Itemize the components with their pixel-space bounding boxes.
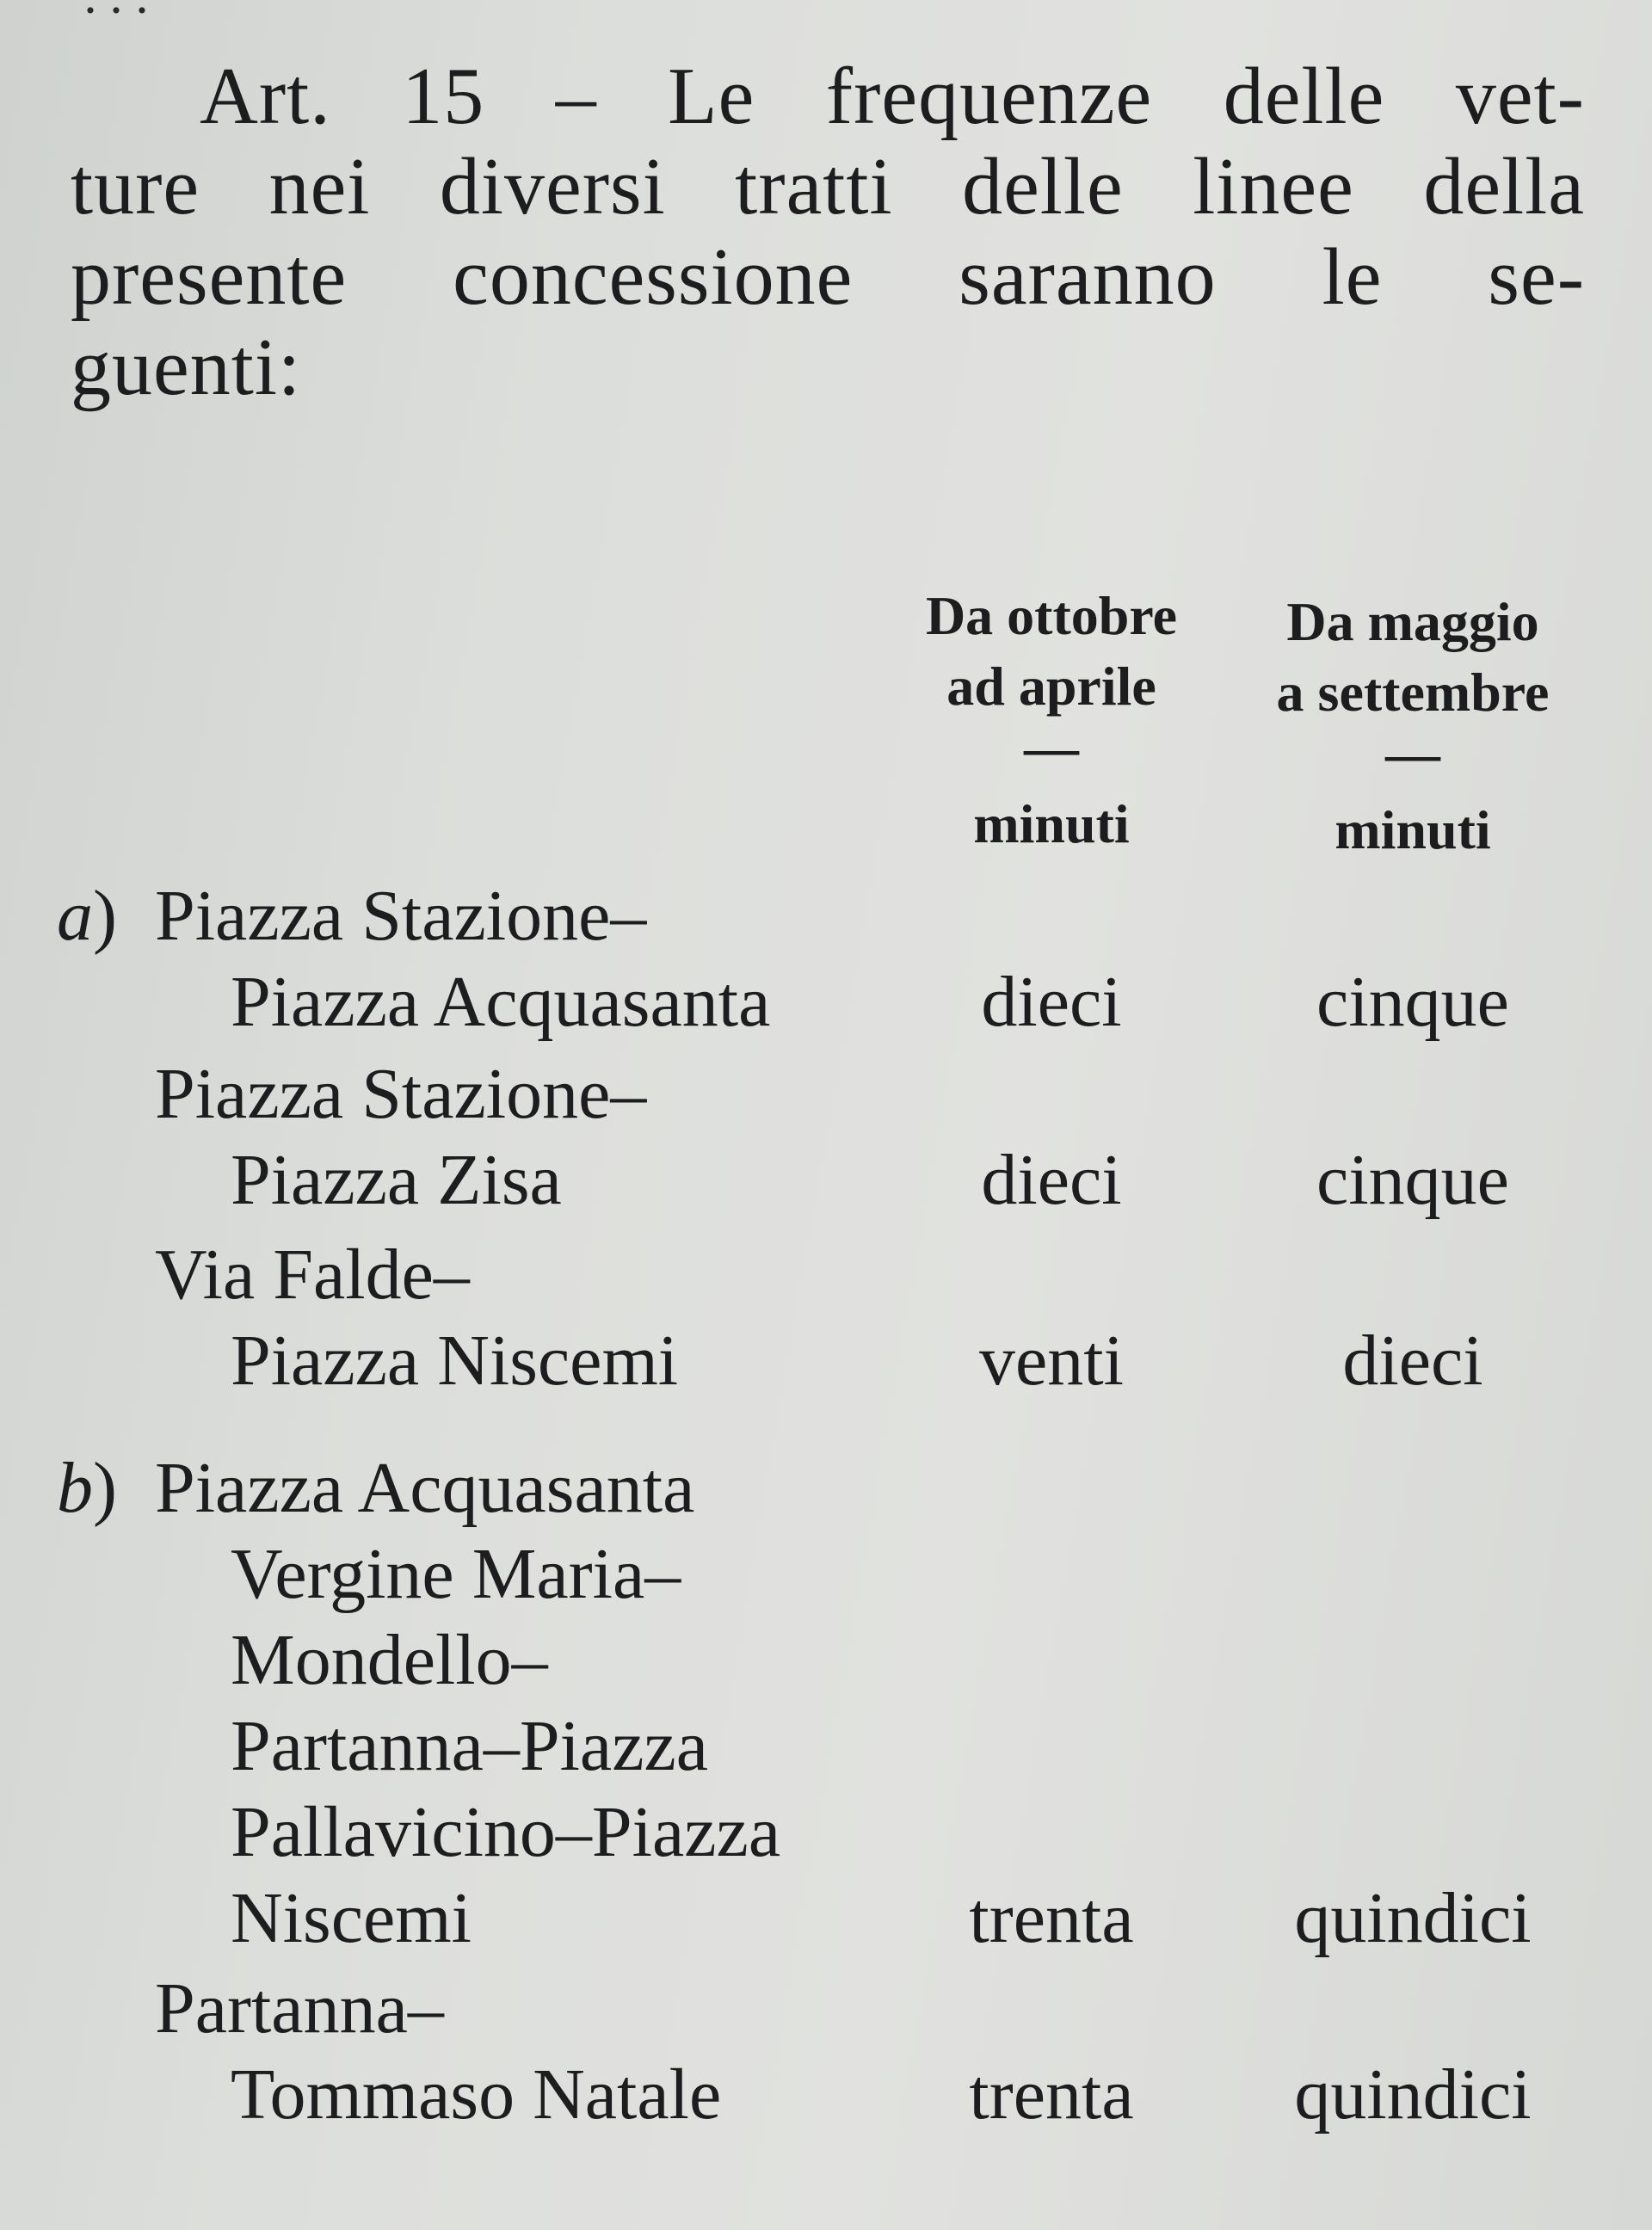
column-unit: minuti xyxy=(1335,799,1491,860)
route-name xyxy=(155,1232,678,1404)
frequency-summer: cinque xyxy=(1316,962,1509,1042)
column-heading-line: Da ottobre xyxy=(925,585,1178,646)
article-line: Art. 15 – Le frequenze delle vet- xyxy=(200,52,1585,141)
route-name xyxy=(155,1445,780,1962)
route-line: Pallavicino–Piazza xyxy=(231,1792,781,1872)
route-name xyxy=(155,873,770,1045)
decorative-dots: ··· xyxy=(82,0,159,39)
route-line: Tommaso Natale xyxy=(231,2054,722,2135)
frequency-summer: dieci xyxy=(1342,1321,1483,1401)
row-marker: a) xyxy=(57,876,117,956)
article-line: presente concessione saranno le se- xyxy=(71,232,1585,322)
route-line: Piazza Acquasanta xyxy=(155,1448,695,1528)
route-name xyxy=(155,1051,646,1223)
column-unit: minuti xyxy=(973,793,1130,854)
frequency-winter: dieci xyxy=(981,962,1122,1042)
route-line: Vergine Maria– xyxy=(231,1534,681,1614)
route-line: Piazza Niscemi xyxy=(231,1321,679,1401)
article-line: ture nei diversi tratti delle linee della xyxy=(71,142,1585,231)
column-header-may-september xyxy=(1232,587,1593,866)
route-line: Partanna–Piazza xyxy=(231,1706,709,1786)
route-line: Piazza Zisa xyxy=(231,1140,562,1220)
frequency-winter: trenta xyxy=(969,1878,1134,1958)
route-line: Piazza Stazione– xyxy=(155,1054,647,1134)
column-heading-line: ad aprile xyxy=(946,656,1156,717)
route-name xyxy=(155,1966,721,2138)
route-line: Piazza Acquasanta xyxy=(231,962,771,1042)
article-line: guenti: xyxy=(71,323,302,412)
route-line: Niscemi xyxy=(231,1878,472,1958)
frequency-winter: trenta xyxy=(969,2054,1134,2135)
column-dash: — xyxy=(1385,723,1440,784)
article-paragraph xyxy=(71,52,1585,413)
frequency-summer: quindici xyxy=(1294,2054,1532,2135)
column-header-october-april xyxy=(871,581,1232,859)
route-line: Piazza Stazione– xyxy=(155,876,647,956)
column-heading-line: a settembre xyxy=(1276,662,1550,723)
column-heading-line: Da maggio xyxy=(1286,591,1539,652)
row-marker: b) xyxy=(57,1448,117,1528)
route-line: Mondello– xyxy=(231,1620,548,1700)
frequency-summer: quindici xyxy=(1294,1878,1532,1958)
frequency-winter: venti xyxy=(979,1321,1124,1401)
route-line: Partanna– xyxy=(155,1968,444,2048)
column-dash: — xyxy=(1024,717,1079,778)
route-line: Via Falde– xyxy=(155,1235,470,1315)
frequency-summer: cinque xyxy=(1316,1140,1509,1220)
frequency-winter: dieci xyxy=(981,1140,1122,1220)
